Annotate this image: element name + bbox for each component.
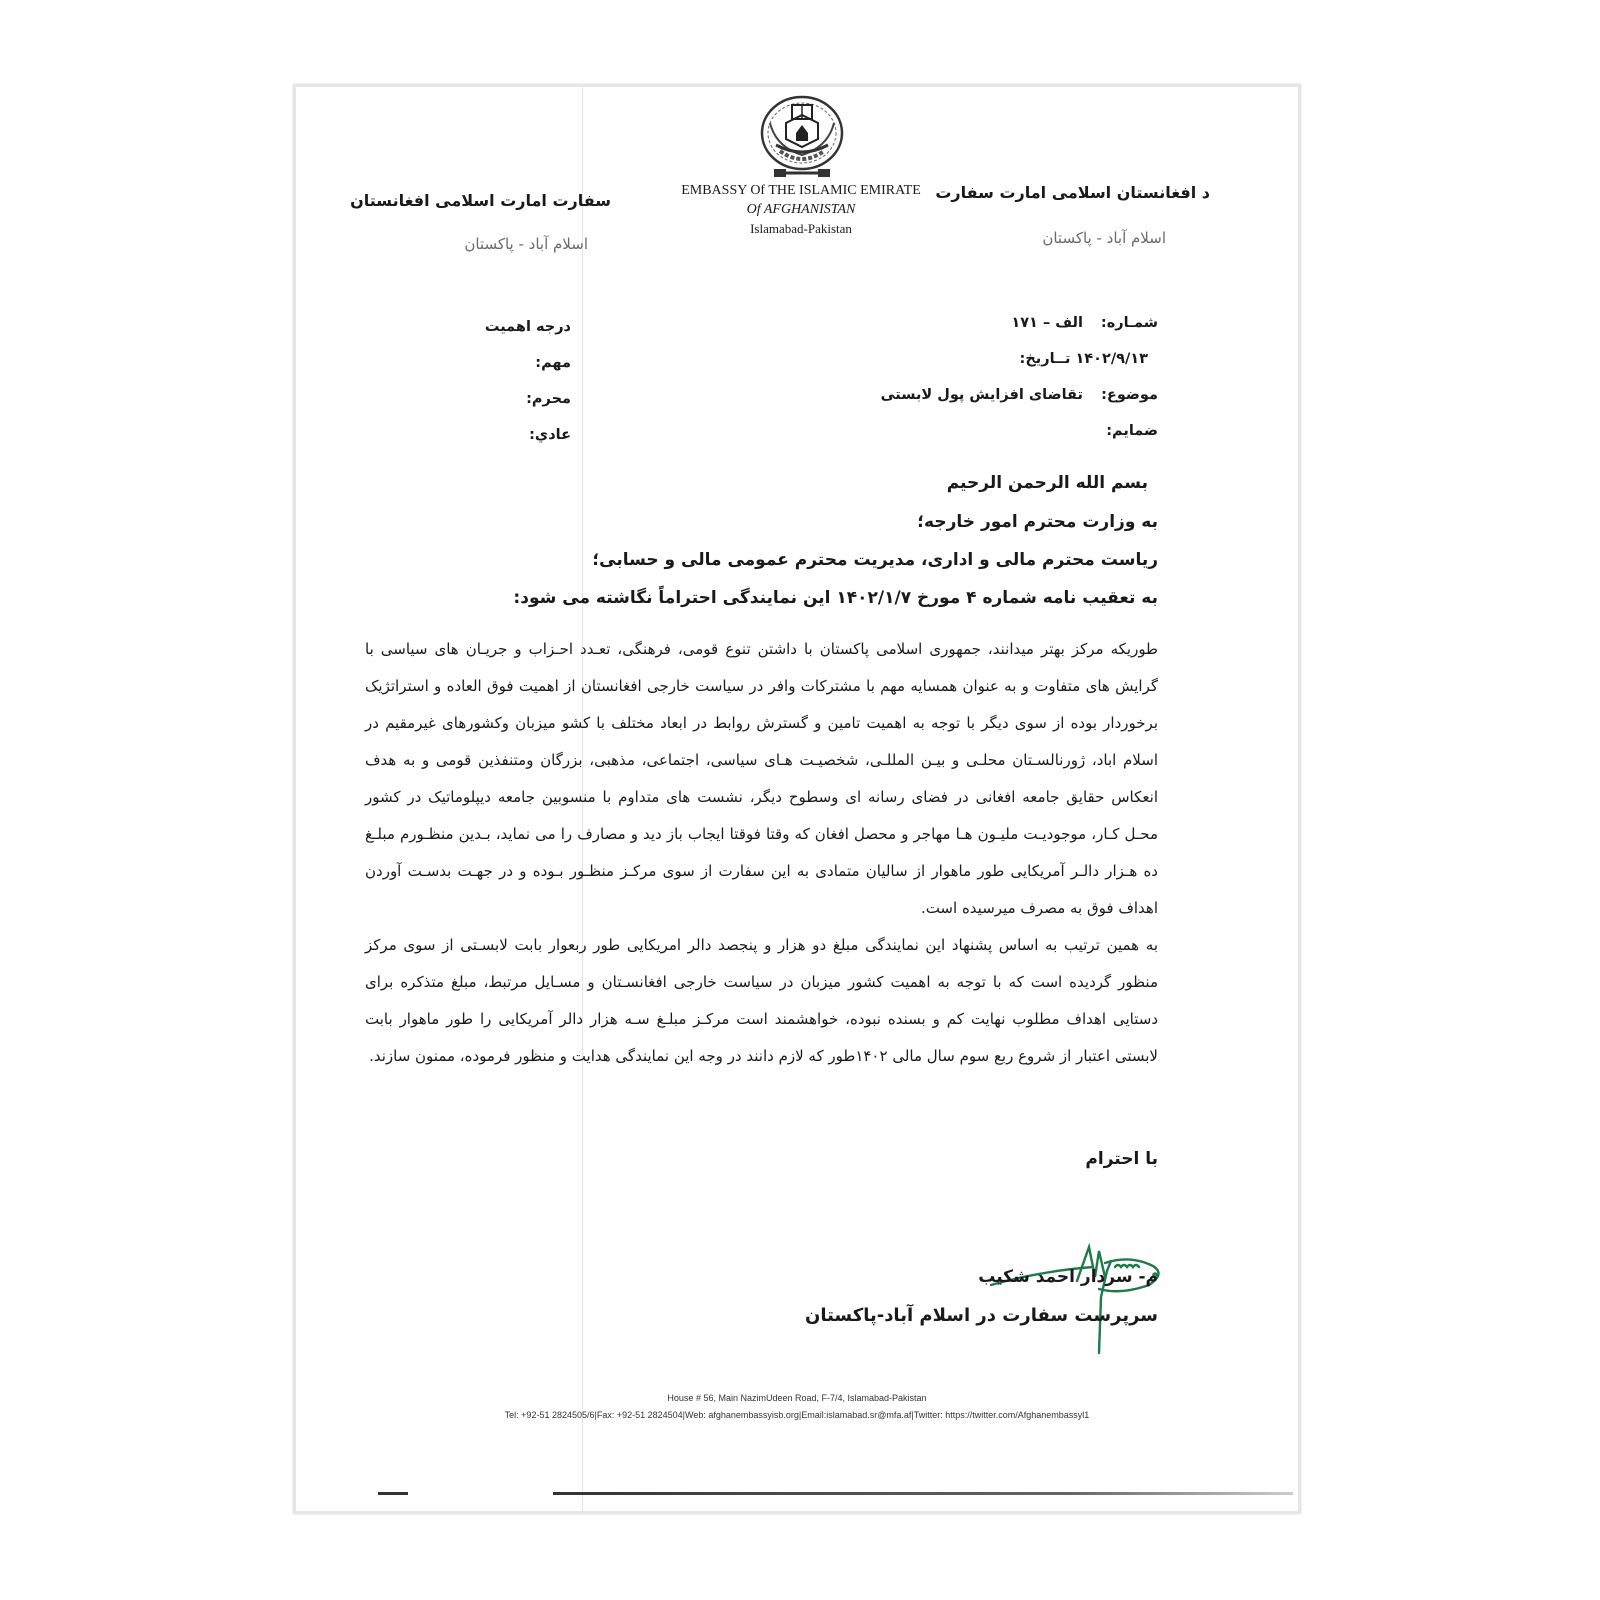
attention-line: ریاست محترم مالی و اداری، مدیریت محترم عمومی مالی و حسابی؛ (592, 550, 1158, 570)
footer-contact: Tel: +92-51 2824505/6|Fax: +92-51 2824504|Web: afghanembassyisb.org|Email:islamabad.sr@mfa.af|Twitter: https://twitter.com/Afghanembassyl1 (504, 1410, 1090, 1420)
meta-date (1010, 351, 1158, 367)
priority-confidential: محرم: (526, 391, 571, 407)
meta-date-label: تــاریخ: (1019, 351, 1071, 367)
header-right-subtitle: اسلام آباد - پاکستان (1042, 229, 1166, 247)
footer-address: House # 56, Main NazimUdeen Road, F-7/4, Islamabad-Pakistan (667, 1393, 927, 1403)
meta-subject (881, 387, 1158, 403)
meta-subject-value: تقاضای افزایش پول لابستی (880, 387, 1083, 403)
letter-page (293, 84, 1301, 1514)
meta-date-value: ۱۴۰۲/۹/۱۳ (1075, 351, 1148, 367)
meta-number-label: شمـاره: (1100, 315, 1158, 331)
footer-rule-long (553, 1492, 1293, 1495)
header-center (636, 181, 966, 238)
header-center-line3: Islamabad-Pakistan (750, 221, 852, 236)
header-left-title: سفارت امارت اسلامی افغانستان (350, 191, 611, 210)
meta-attachments (1098, 423, 1158, 439)
bismillah: بسم الله الرحمن الرحیم (946, 473, 1148, 493)
meta-number (1011, 315, 1158, 331)
emblem-icon (756, 93, 848, 185)
header-center-line1: EMBASSY Of THE ISLAMIC EMIRATE (681, 183, 921, 198)
letter-body (365, 631, 1158, 1075)
meta-subject-label: موضوع: (1101, 387, 1158, 403)
header-center-line2: Of AFGHANISTAN (746, 202, 856, 217)
footer-rule-short (378, 1492, 408, 1495)
body-paragraph-1: طوریکه مرکز بهتر میدانند، جمهوری اسلامی پاکستان با داشتن تنوع قومی، فرهنگی، تعـدد احـزاب و جریـان های سیاسی با گرایش های متفاوت و به عنوان همسایه مهم با مشترکات وافر در سیاست خارجی افغانستان از اهمیت فوق العاده و استراتژیک برخوردار بوده از سوی دیگر با توجه به اهمیت تامین و گسترش روابط در ابعاد مختلف با کشو میزبان وکشورهای غیرمقیم در اسلام اباد، ژورنالسـتان محلـی و بیـن المللـی، شخصیـت هـای سیاسی، اجتماعی، مذهبی، بزرگان ومتنفذین قومی و به هدف انعکاس حقایق جامعه افغانی در فضای رسانه ای وسطوح دیگر، نشست های متداوم با منسوبین جامعه دیپلوماتیک در کشور محـل کـار، موجودیـت ملیـون هـا مهاجر و محصل افغان که وقتا فوقتا ایجاب باز دید و مصارف را می نماید، بـدین منظـورم مبلـغ ده هـزار دالـر آمریکایی طور ماهوار از سالیان متمادی به این سفارت از سوی مرکـز منظـور بـوده و در جهـت بدسـت آوردن اهداف فوق به مصرف میرسیده است. (365, 640, 1158, 917)
addressee: به وزارت محترم امور خارجه؛ (917, 512, 1158, 532)
priority-title: درجه اهمیت (484, 319, 571, 335)
body-paragraph-2: به همین ترتیب به اساس پشنهاد این نمایندگی مبلغ دو هزار و پنجصد دالر امریکایی طور ربعوار بابت لابسـتی از سوی مرکز منظور گردیده است که با توجه به اهمیت کشور میزبان در سیاست خارجی افغانسـتان و مسـایل مرتبط، مبلغ متذکره برای دستایی اهداف مطلوب نهایت کم و بسنده نبوده، خواهشمند است مرکـز مبلـغ سـه هزار دالر آمریکایی را طور ماهوار بابت لابستی اعتبار از شروع ربع سوم سال مالی ۱۴۰۲طور که لازم دانند در وجه این نمایندگی هدایت و منظور فرموده، ممنون سازند. (365, 936, 1158, 1065)
signatory-name: م- سردار احمد شکیب (978, 1267, 1158, 1287)
priority-important: مهم: (535, 355, 571, 371)
reference-line: به تعقیب نامه شماره ۴ مورخ ۱۴۰۲/۱/۷ این نمایندگی احتراماً نگاشته می شود: (513, 588, 1158, 608)
header-left-subtitle: اسلام آباد - پاکستان (464, 235, 588, 253)
meta-number-value: الف – ۱۷۱ (1011, 315, 1083, 331)
priority-normal: عادي: (529, 427, 571, 443)
meta-attachments-label: ضمایم: (1106, 423, 1158, 439)
signature-icon (981, 1237, 1181, 1355)
signatory-title: سرپرست سفارت در اسلام آباد-پاکستان (804, 1305, 1158, 1326)
closing-regards: با احترام (1085, 1149, 1158, 1169)
header-right-title: د افغانستان اسلامی امارت سفارت (935, 183, 1210, 202)
